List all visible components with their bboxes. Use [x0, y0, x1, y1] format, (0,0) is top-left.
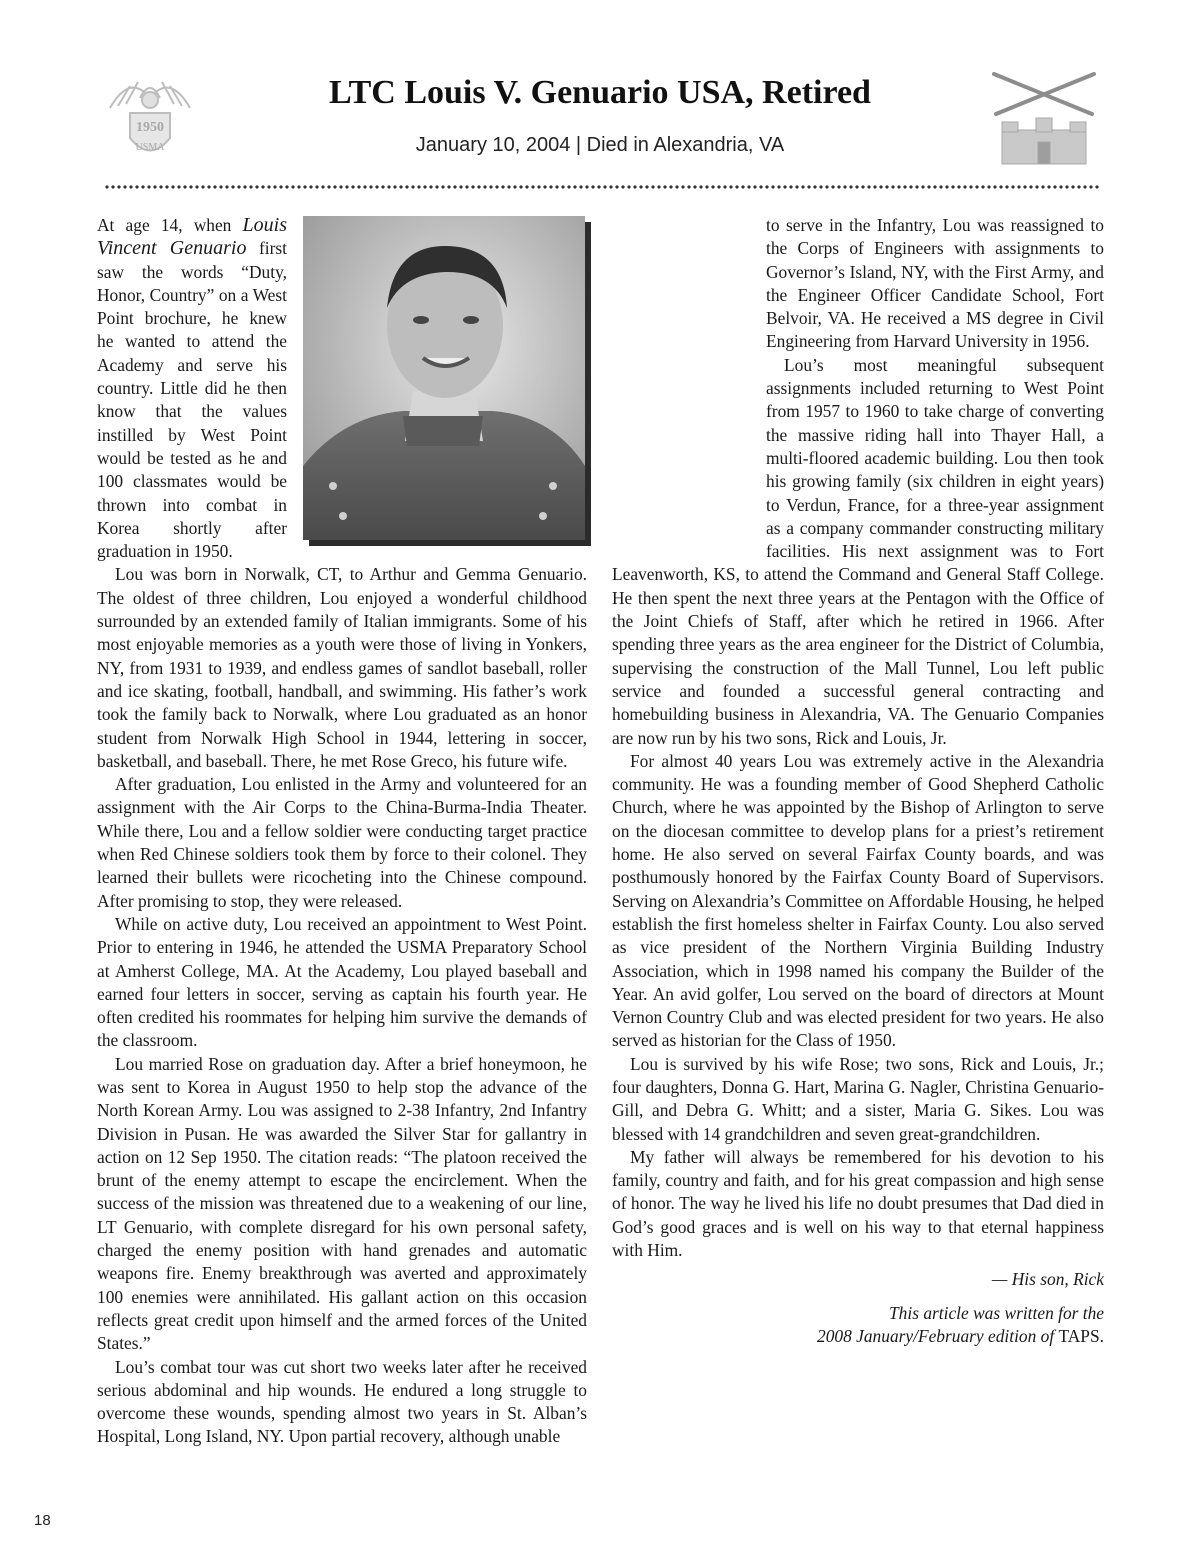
cadet-portrait-icon [303, 216, 591, 546]
page-title: LTC Louis V. Genuario USA, Retired [329, 74, 871, 111]
page-subtitle: January 10, 2004 | Died in Alexandria, VA [415, 134, 785, 156]
paragraph: to serve in the Infantry, Lou was reassigned to the Corps of Engineers with assignments to Governor’s Island, NY, with the First Army, and the Engineer Officer Candidate School, Fort Belvoir, VA. He received a MS degree in Civil Engineering from Harvard University in 1956. [766, 215, 1104, 352]
crest-year: 1950 [136, 120, 164, 135]
left-column [97, 214, 587, 1449]
header-divider [104, 184, 1100, 190]
paragraph: While on active duty, Lou received an appointment to West Point. Prior to entering in 1946, he attended the USMA Preparatory School at Amherst College, MA. At the Academy, Lou played baseball and earned four letters in soccer, serving as captain his fourth year. He often credited his roommates for helping him survive the demands of the classroom. [97, 913, 587, 1051]
infantry-engineer-insignia-icon [988, 68, 1100, 168]
right-column [612, 214, 1104, 1348]
note-line-2: 2008 January/February edition of TAPS. [817, 1325, 1104, 1346]
publication-note [612, 1302, 1104, 1348]
paragraph: Lou is survived by his wife Rose; two sons, Rick and Louis, Jr.; four daughters, Donna G. Hart, Marina G. Nagler, Christina Genuario-Gill, and Debra G. Whitt; and a sister, Maria G. Sikes. Lou was blessed with 14 grandchildren and seven great-grandchildren. [612, 1053, 1104, 1144]
portrait-photo [303, 216, 591, 546]
paragraph: For almost 40 years Lou was extremely active in the Alexandria community. He was a founding member of Good Shepherd Catholic Church, where he was appointed by the Bishop of Arlington to serve on the diocesan committee to develop plans for a priest’s retirement home. He also served on several Fairfax County boards, and was posthumously honored by the Fairfax County Board of Supervisors. Serving on Alexandria’s Committee on Affordable Housing, he helped establish the first homeless shelter in Fairfax County. Lou also served as vice president of the Northern Virginia Building Industry Association, which in 1998 named his company the Builder of the Year. An avid golfer, Lou served on the board of directors at Mount Vernon Country Club and was elected president for two years. He also served as historian for the Class of 1950. [612, 750, 1104, 1051]
crest-motto: USMA [135, 142, 165, 153]
class-crest-icon [100, 68, 200, 178]
paragraph: Lou was born in Norwalk, CT, to Arthur and Gemma Genuario. The oldest of three children, Lou enjoyed a wonderful childhood surrounded by an extended family of Italian immigrants. Some of his most enjoyable memories as a youth were those of living in Yonkers, NY, from 1931 to 1939, and endless games of sandlot baseball, roller and ice skating, football, handball, and swimming. His father’s work took the family back to Norwalk, where Lou graduated as an honor student from Norwalk High School in 1944, lettering in soccer, basketball, and baseball. There, he met Rose Greco, his future wife. [97, 564, 587, 771]
publication-name: TAPS. [1058, 1325, 1104, 1346]
paragraph: At age 14, when Louis Vincent Genuario first saw the words “Duty, Honor, Country” on a West Point brochure, he knew he wanted to attend the Academy and serve his country. Little did he then know that the values instilled by West Point would be tested as he and 100 classmates would be thrown into combat in Korea shortly after graduation in 1950. [97, 214, 287, 562]
note-line-1: This article was written for the [889, 1302, 1104, 1323]
paragraph: Lou’s combat tour was cut short two weeks later after he received serious abdominal and hip wounds. He endured a long struggle to overcome these wounds, spending almost two years in St. Alban’s Hospital, Long Island, NY. Upon partial recovery, although unable [97, 1356, 587, 1447]
page-number: 18 [34, 1512, 51, 1529]
paragraph: After graduation, Lou enlisted in the Army and volunteered for an assignment with the Air Corps to the China-Burma-India Theater. While there, Lou and a fellow soldier were conducting target practice when Red Chinese soldiers took them by force to their colonel. They learned their bullets were ricocheting into the Chinese compound. After promising to stop, they were released. [97, 774, 587, 911]
photo-wrap-space [612, 214, 752, 548]
subject-name: Louis Vincent Genuario [97, 214, 287, 260]
page-header [0, 0, 1200, 200]
paragraph: My father will always be remembered for his devotion to his family, country and faith, and for his great compassion and high sense of honor. The way he lived his life no doubt presumes that Dad died in God’s good graces and is well on his way to that eternal happiness with Him. [612, 1146, 1104, 1261]
signature [612, 1268, 1104, 1291]
signature-line: — His son, Rick [991, 1269, 1104, 1290]
paragraph: Lou married Rose on graduation day. After a brief honeymoon, he was sent to Korea in August 1950 to help stop the advance of the North Korean Army. Lou was assigned to 2-38 Infantry, 2nd Infantry Division in Pusan. He was awarded the Silver Star for gallantry in action on 12 Sep 1950. The citation reads: “The platoon received the brunt of the enemy attempt to escape the encirclement. When the success of the mission was threatened due to a weakening of our line, LT Genuario, with complete disregard for his own personal safety, charged the enemy position with hand grenades and automatic weapons fire. Enemy breakthrough was averted and approximately 100 enemies were annihilated. His gallant action on this occasion reflects great credit upon himself and the armed forces of the United States.” [97, 1053, 587, 1354]
paragraph: Lou’s most meaningful subsequent assignments included returning to West Point from 1957 to 1960 to take charge of converting the massive riding hall into Thayer Hall, a multi-floored academic building. Lou then took his growing family (six children in eight years) to Verdun, France, for a three-year assignment as a company commander constructing military facilities. His next assignment was to Fort Leavenworth, KS, to attend the Command and General Staff College. He then spent the next three years at the Pentagon with the Office of the Joint Chiefs of Staff, after which he retired in 1966. After spending three years as the area engineer for the District of Columbia, supervising the construction of the Mall Tunnel, Lou left public service and founded a successful general contracting and homebuilding business in Alexandria, VA. The Genuario Companies are now run by his two sons, Rick and Louis, Jr. [612, 354, 1104, 748]
